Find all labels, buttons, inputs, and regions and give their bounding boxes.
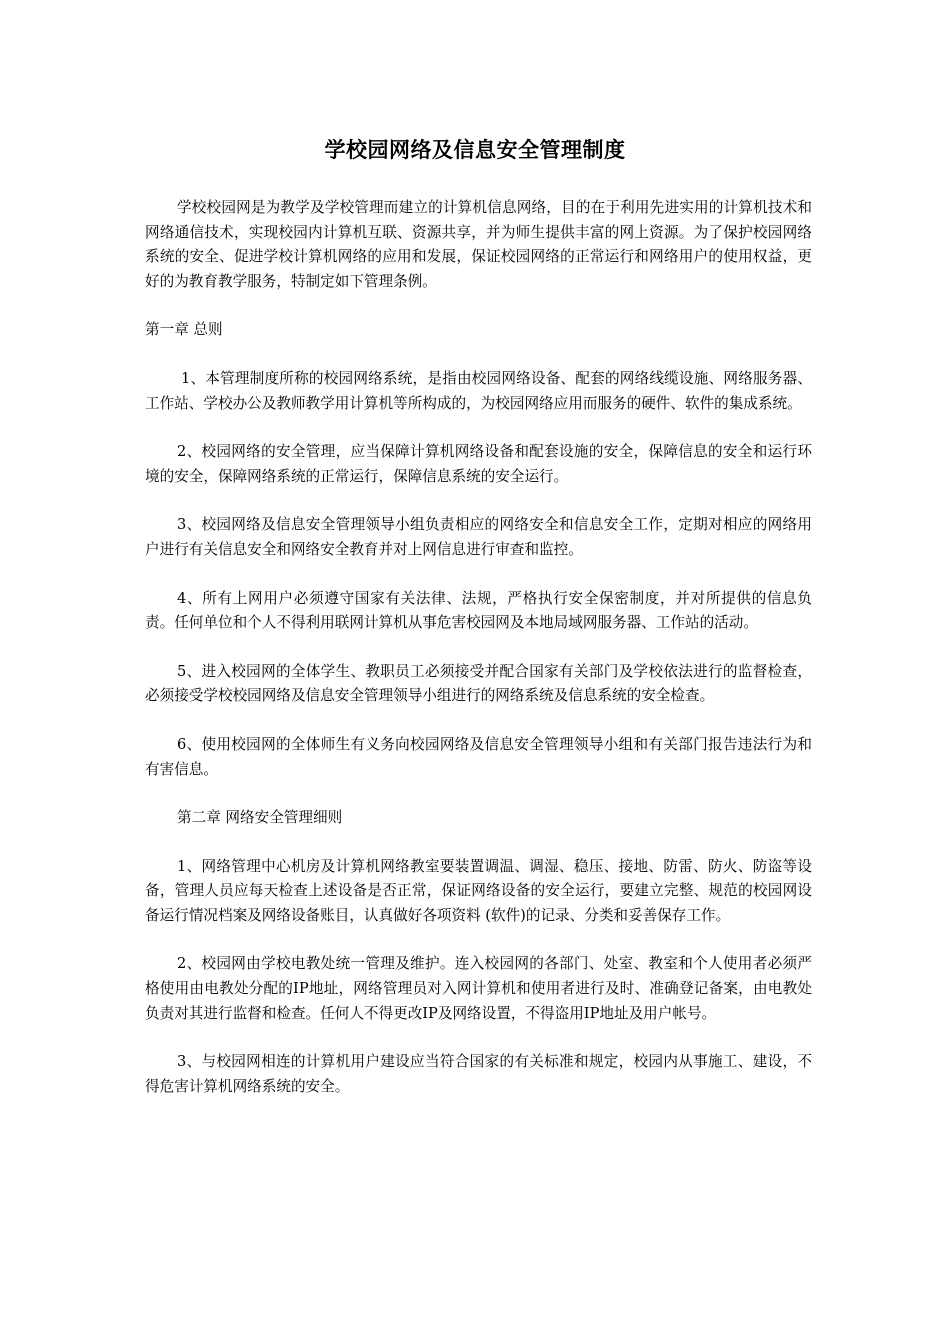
chapter-2-item-1: 1、网络管理中心机房及计算机网络教室要装置调温、调湿、稳压、接地、防雷、防火、防盗等设备，管理人员应每天检查上述设备是否正常，保证网络设备的安全运行，要建立完整、规范的校园网设备运行情况档案及网络设备账目，认真做好各项资料 (软件)的记录、分类和妥善保存工作。: [145, 857, 812, 924]
chapter-1-item-5: 5、进入校园网的全体学生、教职员工必须接受并配合国家有关部门及学校依法进行的监督检查，必须接受学校校园网络及信息安全管理领导小组进行的网络系统及信息系统的安全检查。: [145, 662, 812, 705]
chapter-1-item-3: 3、校园网络及信息安全管理领导小组负责相应的网络安全和信息安全工作，定期对相应的网络用户进行有关信息安全和网络安全教育并对上网信息进行审查和监控。: [145, 516, 812, 558]
intro-paragraph: 学校校园网是为教学及学校管理而建立的计算机信息网络，目的在于利用先进实用的计算机技术和网络通信技术，实现校园内计算机互联、资源共享，并为师生提供丰富的网上资源。为了保护校园网络系统的安全、促进学校计算机网络的应用和发展，保证校园网络的正常运行和网络用户的使用权益，更好的为教育教学服务，特制定如下管理条例。: [145, 199, 812, 290]
chapter-1-item-1: 1、本管理制度所称的校园网络系统，是指由校园网络设备、配套的网络线缆设施、网络服务器、工作站、学校办公及教师教学用计算机等所构成的，为校园网络应用而服务的硬件、软件的集成系统。: [145, 369, 812, 412]
chapter-2-item-3: 3、与校园网相连的计算机用户建设应当符合国家的有关标准和规定，校园内从事施工、建设，不得危害计算机网络系统的安全。: [145, 1053, 812, 1095]
document-body: [145, 196, 812, 1123]
chapter-1-item-2: 2、校园网络的安全管理，应当保障计算机网络设备和配套设施的安全，保障信息的安全和运行环境的安全，保障网络系统的正常运行，保障信息系统的安全运行。: [145, 443, 812, 485]
chapter-1-heading: 第一章 总则: [145, 321, 223, 339]
document-title: 学校园网络及信息安全管理制度: [324, 137, 626, 162]
chapter-1-item-6: 6、使用校园网的全体师生有义务向校园网络及信息安全管理领导小组和有关部门报告违法行为和有害信息。: [145, 735, 812, 778]
chapter-1-item-4: 4、所有上网用户必须遵守国家有关法律、法规，严格执行安全保密制度，并对所提供的信息负责。任何单位和个人不得利用联网计算机从事危害校园网及本地局域网服务器、工作站的活动。: [145, 589, 812, 632]
chapter-2-item-2: 2、校园网由学校电教处统一管理及维护。连入校园网的各部门、处室、教室和个人使用者必须严格使用由电教处分配的IP地址，网络管理员对入网计算机和使用者进行及时、准确登记备案，由电教处负责对其进行监督和检查。任何人不得更改IP及网络设置，不得盗用IP地址及用户帐号。: [145, 955, 812, 1022]
chapter-2-heading: 第二章 网络安全管理细则: [177, 809, 343, 827]
